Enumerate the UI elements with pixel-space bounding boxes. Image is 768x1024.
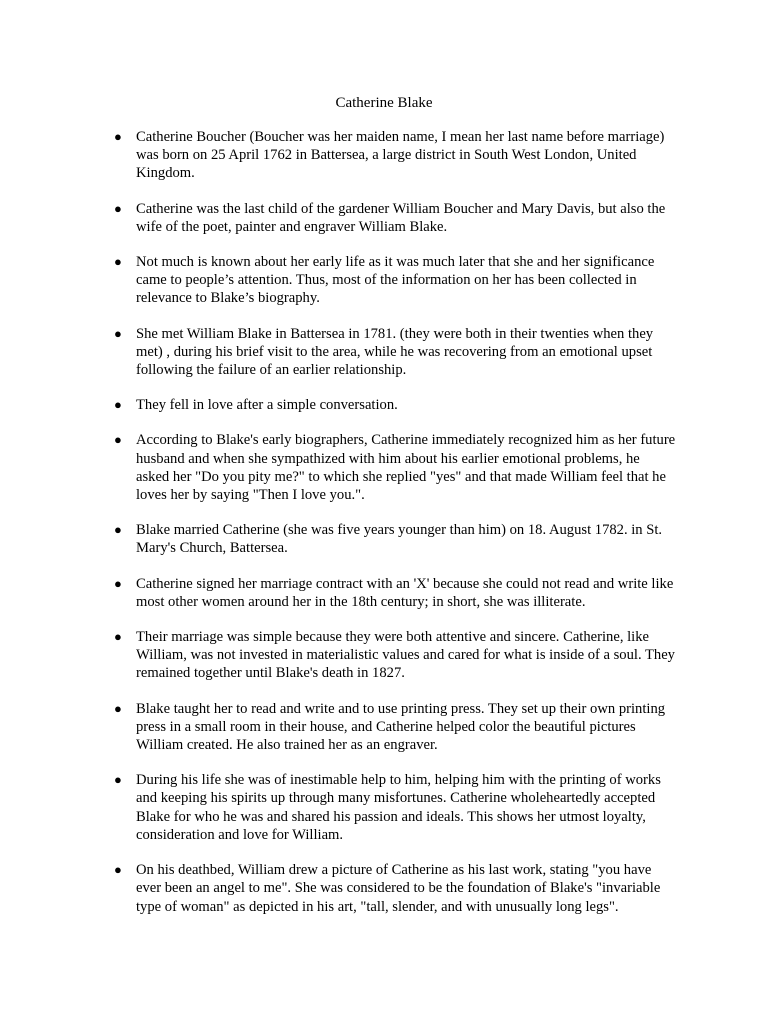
list-item-text: Their marriage was simple because they were both attentive and sincere. Catherine, like William, was not invested in materialistic values and cared for what is inside of a soul. They remained together until Blake's death in 1827.	[136, 629, 675, 682]
list-item-text: She met William Blake in Battersea in 1781. (they were both in their twenties when they met) , during his brief visit to the area, while he was recovering from an emotional upset following the failure of an earlier relationship.	[136, 325, 654, 379]
list-item	[0, 200, 676, 236]
list-item-text: Catherine Boucher (Boucher was her maiden name, I mean her last name before marriage) was born on 25 April 1762 in Battersea, a large district in South West London, United Kingdom.	[136, 129, 665, 182]
list-item-text: Blake married Catherine (she was five years younger than him) on 18. August 1782. in St. Mary's Church, Battersea.	[136, 522, 663, 557]
list-item	[0, 771, 676, 844]
bullet-icon: ●	[114, 129, 122, 144]
list-item-text: During his life she was of inestimable help to him, helping him with the printing of works and keeping his spirits up through many misfortunes. Catherine wholeheartedly accepted Blake for who he was and shared his passion and ideals. This shows her utmost loyalty, consideration and love for William.	[136, 772, 661, 843]
bullet-icon: ●	[114, 397, 122, 413]
list-item	[0, 396, 676, 414]
list-item-text: Blake taught her to read and write and to use printing press. They set up their own printing press in a small room in their house, and Catherine helped color the beautiful pictures William created. He also trained her as an engraver.	[136, 700, 666, 754]
list-item	[0, 253, 676, 308]
bullet-icon: ●	[114, 325, 122, 341]
bullet-icon: ●	[114, 575, 122, 591]
document-title: Catherine Blake	[335, 95, 433, 111]
list-item	[0, 628, 676, 683]
list-item-text: They fell in love after a simple conversation.	[136, 397, 398, 414]
bullet-icon: ●	[114, 254, 122, 270]
list-item	[0, 521, 676, 557]
bullet-icon: ●	[114, 629, 122, 645]
list-item-text: Catherine was the last child of the gardener William Boucher and Mary Davis, but also the wife of the poet, painter and engraver William Blake.	[136, 200, 666, 235]
bullet-list	[0, 128, 768, 933]
list-item	[0, 575, 676, 611]
list-item	[0, 325, 676, 380]
list-item	[0, 700, 676, 755]
list-item-text: On his deathbed, William drew a picture of Catherine as his last work, stating "you have ever been an angel to me". She was considered to be the foundation of Blake's "invariable type of woman" as depicted in his art, "tall, slender, and with unusually long legs".	[136, 862, 661, 915]
bullet-icon: ●	[114, 522, 122, 538]
list-item-text: Catherine signed her marriage contract with an 'X' because she could not read and write like most other women around her in the 18th century; in short, she was illiterate.	[136, 575, 674, 610]
bullet-icon: ●	[114, 200, 122, 216]
bullet-icon: ●	[114, 772, 122, 788]
list-item	[0, 861, 676, 916]
list-item	[0, 128, 676, 183]
bullet-icon: ●	[114, 862, 122, 878]
list-item	[0, 431, 676, 504]
list-item-text: Not much is known about her early life as it was much later that she and her significance came to people’s attention. Thus, most of the information on her has been collected in relevance to Blake’s biography.	[136, 254, 655, 307]
bullet-icon: ●	[114, 432, 122, 448]
list-item-text: According to Blake's early biographers, Catherine immediately recognized him as her future husband and when she sympathized with him about his earlier emotional problems, he asked her "Do you pity me?" to which she replied "yes" and that made William feel that he loves her by saying "Then I love you.".	[136, 432, 676, 504]
bullet-icon: ●	[114, 700, 122, 716]
